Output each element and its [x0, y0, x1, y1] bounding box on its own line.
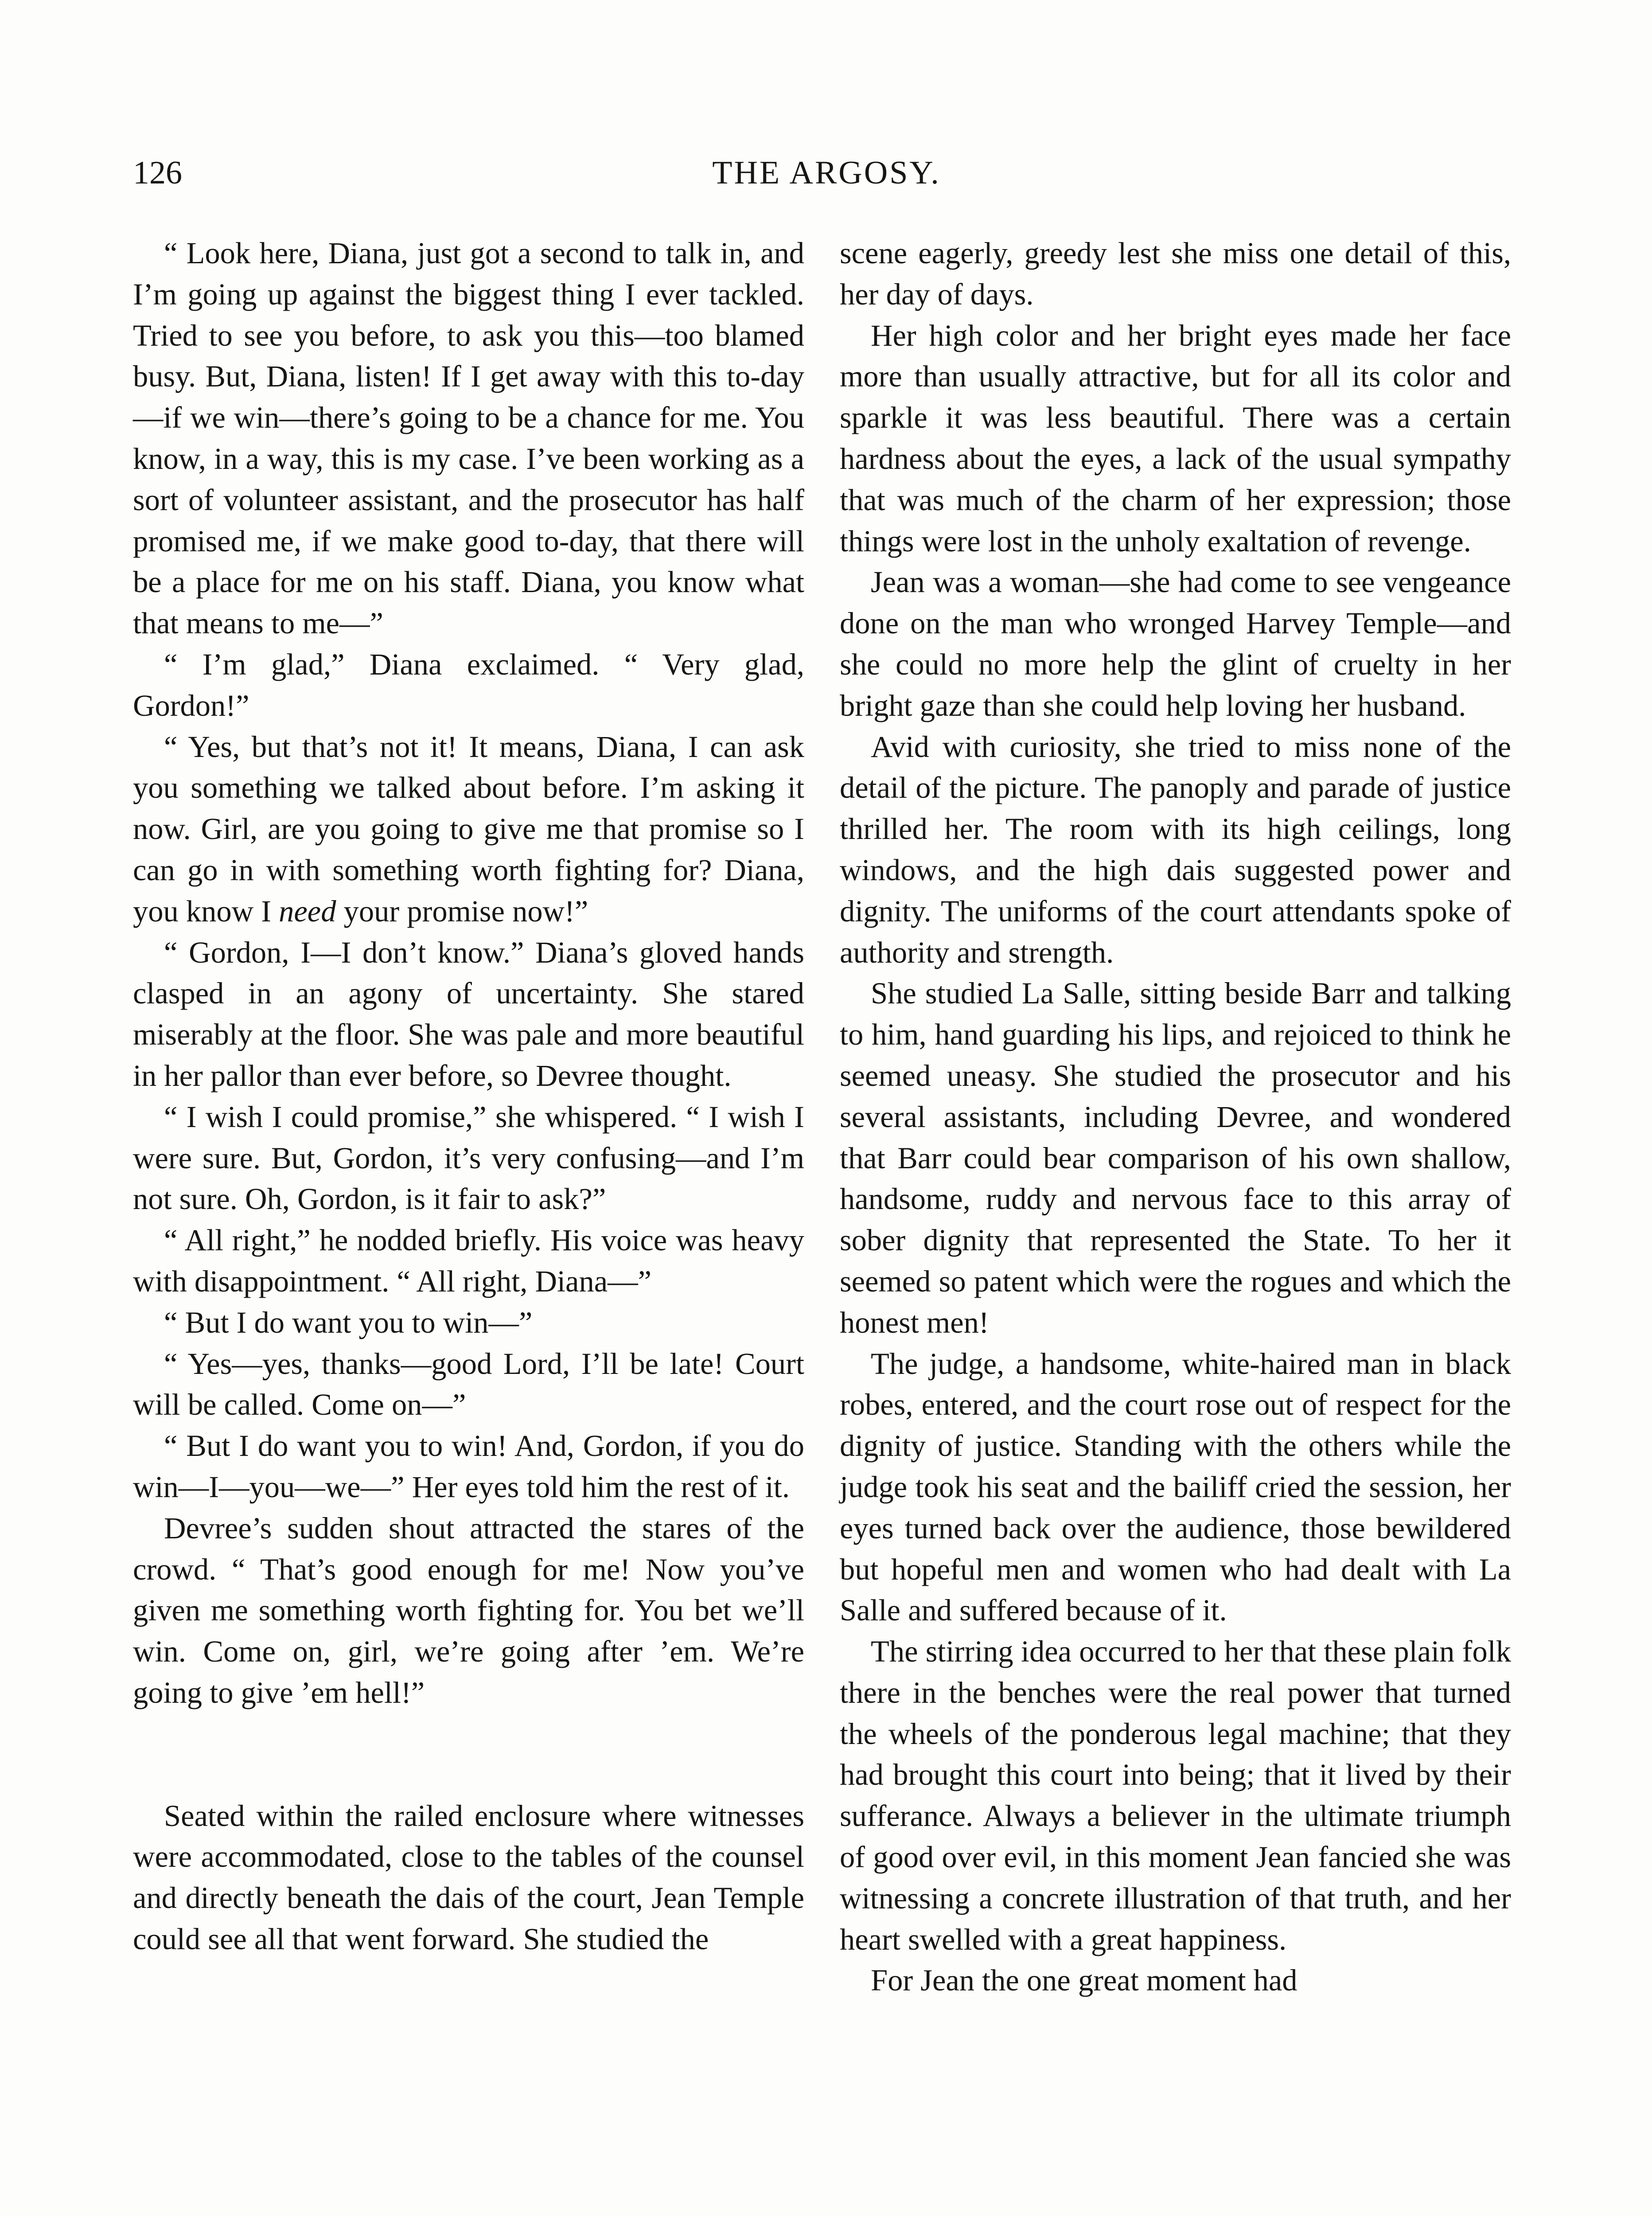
paragraph: For Jean the one great moment had: [871, 1963, 1297, 1998]
paragraph: The stirring idea occurred to her that these plain folk there in the benches were the real power that turned the wheels of the ponderous legal machine; that they had brought this court into being; that it lived by their sufferance. Always a believer in the ultimate triumph of good over evil, in this moment Jean fancied she was witnessing a concrete illustration of that truth, and her heart swelled with a great happiness.: [840, 1635, 1511, 1956]
paragraph: Seated within the railed enclosure where witnesses were accommodated, close to the tables of the counsel and directly beneath the dais of the court, Jean Temple could see all that went forward. She studied the: [133, 1799, 804, 1956]
paragraph: “ All right,” he nodded briefly. His voice was heavy with disappointment. “ All right, Diana—”: [133, 1223, 804, 1298]
paragraph: “ But I do want you to win—”: [164, 1305, 533, 1339]
paragraph: “ Look here, Diana, just got a second to talk in, and I’m going up against the biggest thing I ever tackled. Tried to see you before, to ask you this—too blamed busy. But, Diana, listen! If I get away with this to-day—if we win—there’s going to be a chance for me. You know, in a way, this is my case. I’ve been working as a sort of volunteer assistant, and the prosecutor has half promised me, if we make good to-day, that there will be a place for me on his staff. Diana, you know what that means to me—”: [133, 236, 804, 640]
running-title: THE ARGOSY.: [712, 155, 941, 191]
paragraph-text: your promise now!”: [336, 894, 588, 928]
paragraph: Jean was a woman—she had come to see vengeance done on the man who wronged Harvey Temple—and she could no more help the glint of cruelty in her bright gaze than she could help loving her husband.: [840, 565, 1511, 722]
emphasized-word: need: [279, 894, 336, 928]
paragraph: “ I wish I could promise,” she whispered. “ I wish I were sure. But, Gordon, it’s very confusing—and I’m not sure. Oh, Gordon, is it fair to ask?”: [133, 1100, 804, 1216]
paragraph-text: “ Yes, but that’s not it! It means, Diana, I can ask you something we talked about before. I’m asking it now. Girl, are you going to give me that promise so I can go in with something worth fighting for? Diana, you know I: [133, 730, 804, 928]
paragraph: She studied La Salle, sitting beside Barr and talking to him, hand guarding his lips, and rejoiced to think he seemed uneasy. She studied the prosecutor and his several assistants, including Devree, and wondered that Barr could bear comparison of his own shallow, handsome, ruddy and nervous face to this array of sober dignity that represented the State. To her it seemed so patent which were the rogues and which the honest men!: [840, 976, 1511, 1339]
paragraph: [133, 726, 804, 932]
left-column: [133, 233, 804, 1960]
running-head: [133, 151, 1520, 204]
paragraph: scene eagerly, greedy lest she miss one detail of this, her day of days.: [840, 236, 1511, 311]
paragraph: “ But I do want you to win! And, Gordon, if you do win—I—you—we—” Her eyes told him the rest of it.: [133, 1429, 804, 1504]
right-column: [840, 233, 1511, 2001]
paragraph: Avid with curiosity, she tried to miss none of the detail of the picture. The panoply and parade of justice thrilled her. The room with its high ceilings, long windows, and the high dais suggested power and dignity. The uniforms of the court attendants spoke of authority and strength.: [840, 730, 1511, 969]
paragraph: “ I’m glad,” Diana exclaimed. “ Very glad, Gordon!”: [133, 647, 804, 722]
page-number: 126: [133, 155, 182, 191]
paragraph: “ Yes—yes, thanks—good Lord, I’ll be late! Court will be called. Come on—”: [133, 1346, 804, 1422]
paragraph: “ Gordon, I—I don’t know.” Diana’s gloved hands clasped in an agony of uncertainty. She stared miserably at the floor. She was pale and more beautiful in her pallor than ever before, so Devree thought.: [133, 935, 804, 1092]
paragraph: Her high color and her bright eyes made her face more than usually attractive, but for all its color and sparkle it was less beautiful. There was a certain hardness about the eyes, a lack of the usual sympathy that was much of the charm of her expression; those things were lost in the unholy exaltation of revenge.: [840, 318, 1511, 558]
paragraph: Devree’s sudden shout attracted the stares of the crowd. “ That’s good enough for me! Now you’ve given me something worth fighting for. You bet we’ll win. Come on, girl, we’re going after ’em. We’re going to give ’em hell!”: [133, 1511, 804, 1709]
paragraph: The judge, a handsome, white-haired man in black robes, entered, and the court rose out of respect for the dignity of justice. Standing with the others while the judge took his seat and the bailiff cried the session, her eyes turned back over the audience, those bewildered but hopeful men and women who had dealt with La Salle and suffered because of it.: [840, 1346, 1511, 1627]
